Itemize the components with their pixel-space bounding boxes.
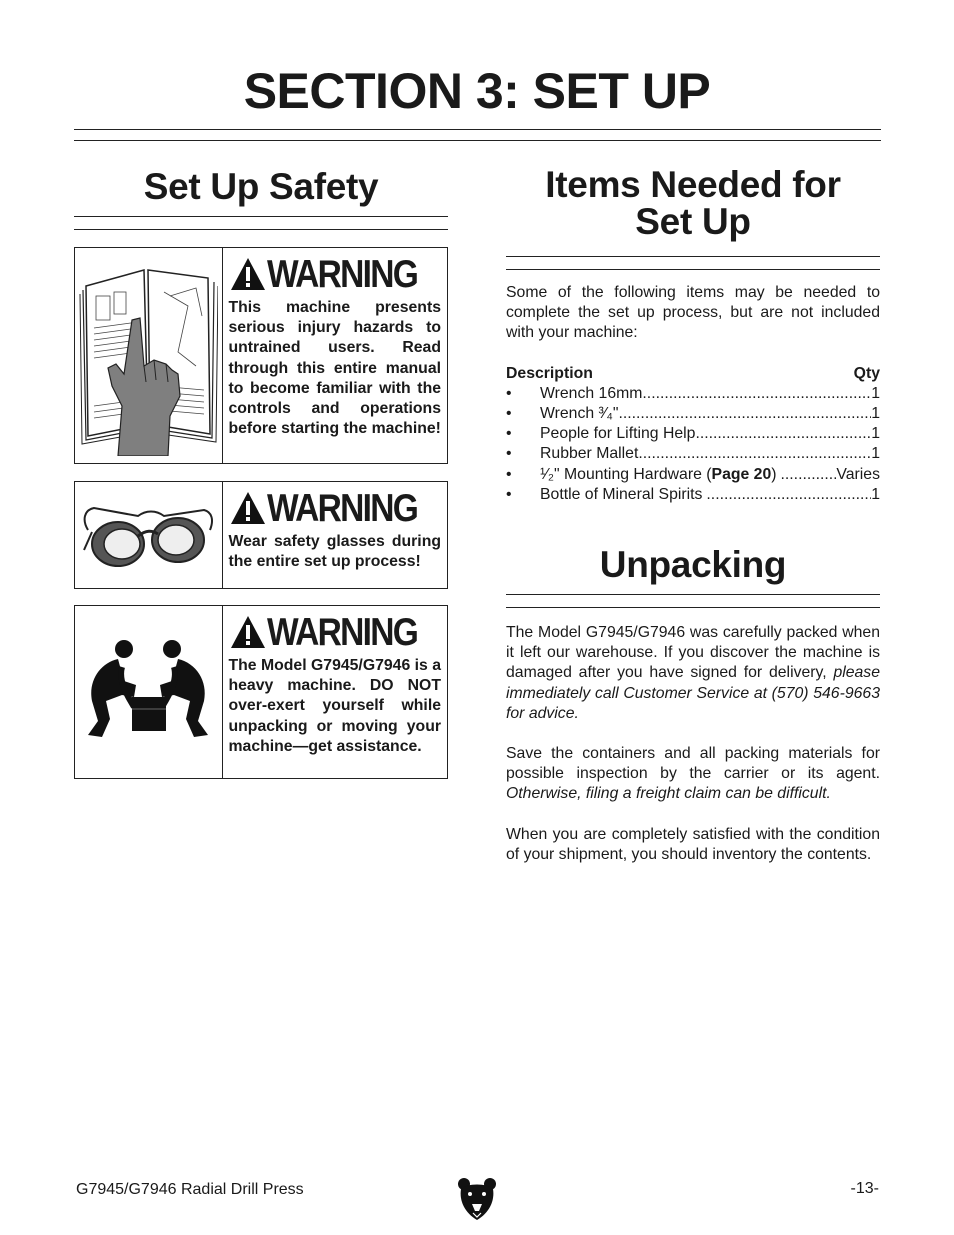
manual-reading-icon <box>75 248 223 463</box>
items-header: Description Qty <box>506 364 880 382</box>
list-item: • Wrench 16mm ..... 1 <box>506 384 880 404</box>
footer-model-name: G7945/G7946 Radial Drill Press <box>76 1181 304 1198</box>
warning-text: This machine presents serious injury hazards to untrained users. Read through this entire manual to become familiar with the controls and operations before starting the machine! <box>228 299 441 438</box>
list-item: • ¹⁄₂" Mounting Hardware (Page 20) ..... Varies <box>506 465 880 485</box>
title-rule-top <box>74 129 881 130</box>
warning-box-heavy <box>74 605 448 779</box>
page-number: -13- <box>850 1180 879 1197</box>
warning-box-glasses <box>74 481 448 589</box>
warning-banner: WARNING <box>229 488 442 528</box>
items-needed-heading: Items Needed for Set Up <box>545 164 841 242</box>
grizzly-bear-logo <box>457 1177 497 1226</box>
warning-triangle-icon <box>229 614 267 650</box>
safety-glasses-icon <box>75 482 223 588</box>
warning-text: Wear safety glasses during the entire set up process! <box>228 533 441 570</box>
unpacking-paragraph-1: The Model G7945/G7946 was carefully packed when it left our warehouse. If you discover the machine is damaged after you have signed for delivery, please immediately call Customer Service at (570) 546-9663 for advice. <box>506 624 880 722</box>
items-list <box>506 364 880 505</box>
set-up-safety-heading: Set Up Safety <box>143 166 379 207</box>
unpacking-paragraph-2: Save the containers and all packing materials for possible inspection by the carrier or its agent. Otherwise, filing a freight claim can be difficult. <box>506 745 880 803</box>
list-item: • Bottle of Mineral Spirits ..... 1 <box>506 485 880 505</box>
heading-rule <box>506 594 880 608</box>
unpacking-paragraph-3: When you are completely satisfied with the condition of your shipment, you should inventory the contents. <box>506 825 880 863</box>
heading-rule <box>506 256 880 270</box>
warning-triangle-icon <box>229 256 267 292</box>
title-rule-bottom <box>74 140 881 141</box>
warning-banner: WARNING <box>229 254 442 294</box>
two-person-lift-icon <box>75 606 223 778</box>
list-item: • People for Lifting Help ..... 1 <box>506 424 880 444</box>
list-item: • Wrench ³⁄₄" ..... 1 <box>506 404 880 424</box>
warning-banner: WARNING <box>229 612 442 652</box>
unpacking-heading: Unpacking <box>599 544 787 585</box>
page-reference-link[interactable]: Page 20 <box>711 465 772 483</box>
items-intro: Some of the following items may be needed to complete the set up process, but are not included with your machine: <box>506 284 880 342</box>
warning-box-manual <box>74 247 448 464</box>
list-item: • Rubber Mallet ..... 1 <box>506 444 880 464</box>
section-title: SECTION 3: SET UP <box>243 63 711 119</box>
warning-text: The Model G7945/G7946 is a heavy machine. DO NOT over-exert yourself while unpacking or moving your machine—get assistance. <box>228 657 441 755</box>
heading-rule <box>74 216 448 230</box>
warning-triangle-icon <box>229 490 267 526</box>
